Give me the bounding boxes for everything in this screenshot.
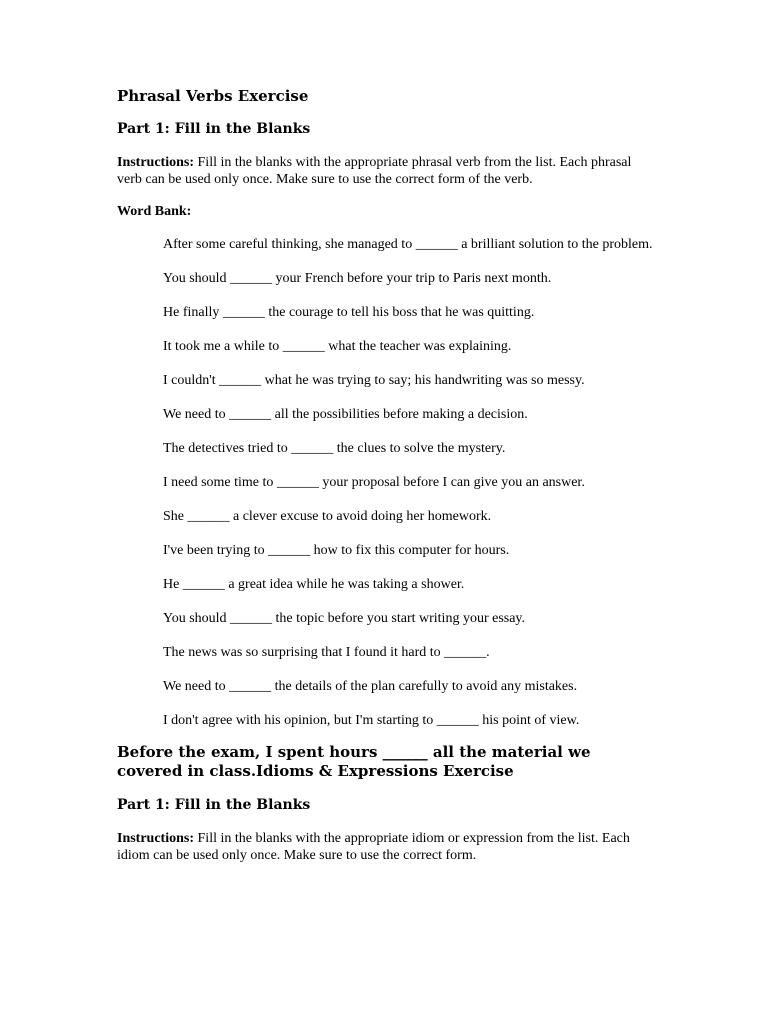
sentence-item: The news was so surprising that I found it hard to ______. [163, 645, 490, 660]
sentence-item: After some careful thinking, she managed to ______ a brilliant solution to the problem. [163, 237, 653, 252]
sentence-item: We need to ______ the details of the plan carefully to avoid any mistakes. [163, 679, 578, 694]
document-page [117, 86, 657, 879]
instructions-text: Fill in the blanks with the appropriate phrasal verb from the list. Each phrasal verb can be used only once. Make sure to use the correct form of the verb. [117, 155, 632, 187]
sentence-item: I don't agree with his opinion, but I'm starting to ______ his point of view. [163, 713, 580, 728]
sentence-item: I couldn't ______ what he was trying to say; his handwriting was so messy. [163, 373, 585, 388]
section-two-title: Before the exam, I spent hours ______ all the material we covered in class.Idioms & Expressions Exercise [117, 743, 591, 780]
sentence-item: I've been trying to ______ how to fix this computer for hours. [163, 543, 510, 558]
instructions-paragraph [117, 154, 657, 188]
sentence-item: The detectives tried to ______ the clues to solve the mystery. [163, 441, 506, 456]
section-two-instructions-text: Fill in the blanks with the appropriate idiom or expression from the list. Each idiom can be used only once. Make sure to use the correct form. [117, 831, 630, 863]
sentence-list [117, 236, 657, 729]
sentence-item: We need to ______ all the possibilities before making a decision. [163, 407, 528, 422]
part-title: Part 1: Fill in the Blanks [117, 121, 311, 137]
exercise-title: Phrasal Verbs Exercise [117, 87, 309, 105]
sentence-item: You should ______ the topic before you start writing your essay. [163, 611, 526, 626]
section-two-instructions-label: Instructions: [117, 831, 195, 846]
section-two-instructions [117, 830, 657, 864]
instructions-label: Instructions: [117, 155, 195, 170]
sentence-item: She ______ a clever excuse to avoid doing her homework. [163, 509, 492, 524]
word-bank-label: Word Bank: [117, 204, 192, 219]
sentence-item: He ______ a great idea while he was taking a shower. [163, 577, 465, 592]
sentence-item: You should ______ your French before your trip to Paris next month. [163, 271, 552, 286]
sentence-item: I need some time to ______ your proposal before I can give you an answer. [163, 475, 585, 490]
sentence-item: He finally ______ the courage to tell his boss that he was quitting. [163, 305, 535, 320]
sentence-item: It took me a while to ______ what the teacher was explaining. [163, 339, 512, 354]
section-two-part-title: Part 1: Fill in the Blanks [117, 797, 311, 813]
